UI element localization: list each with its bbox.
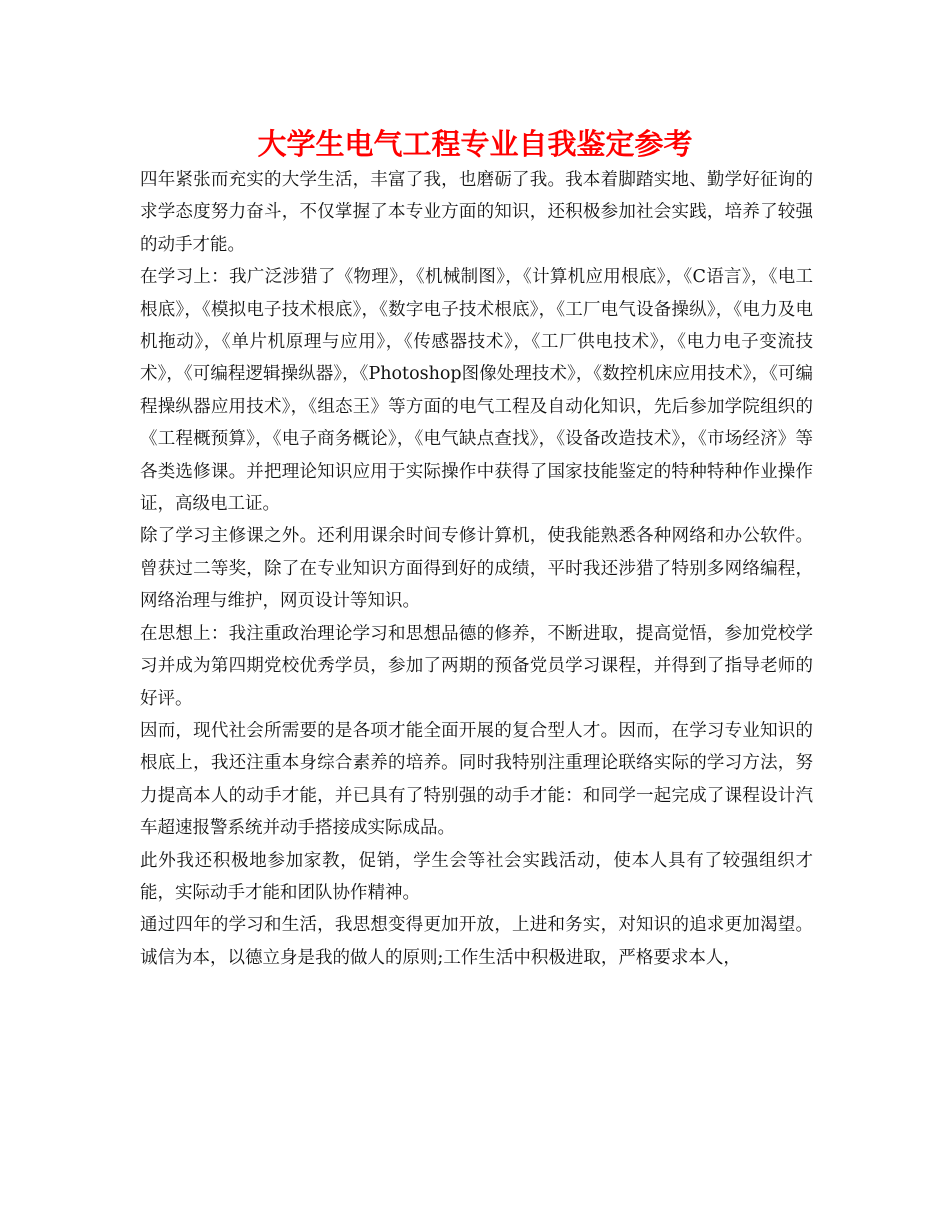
paragraph-intro: 四年紧张而充实的大学生活，丰富了我，也磨砺了我。我本着脚踏实地、勤学好征询的求学态度努力奋斗，不仅掌握了本专业方面的知识，还积极参加社会实践，培养了较强的动手才能。 (140, 170, 813, 255)
paragraph-computer: 除了学习主修课之外。还利用课余时间专修计算机，使我能熟悉各种网络和办公软件。曾获过二等奖，除了在专业知识方面得到好的成绩，平时我还涉猎了特别多网络编程，网络治理与维护，网页设计等知识。 (140, 526, 813, 612)
paragraph-practice: 此外我还积极地参加家教，促销，学生会等社会实践活动，使本人具有了较强组织才能，实际动手才能和团队协作精神。 (140, 850, 813, 903)
document-title: 大学生电气工程专业自我鉴定参考 (257, 127, 693, 161)
document-body (140, 164, 813, 974)
paragraph-ideology: 在思想上：我注重政治理论学习和思想品德的修养，不断进取，提高觉悟，参加党校学习并成为第四期党校优秀学员，参加了两期的预备党员学习课程，并得到了指导老师的好评。 (140, 623, 813, 709)
paragraph-conclusion: 通过四年的学习和生活，我思想变得更加开放，上进和务实，对知识的追求更加渴望。诚信为本，以德立身是我的做人的原则;工作生活中积极进取，严格要求本人， (140, 915, 813, 968)
paragraph-study: 在学习上：我广泛涉猎了《物理》，《机械制图》，《计算机应用根底》，《C语言》，《电工根底》，《模拟电子技术根底》，《数字电子技术根底》，《工厂电气设备操纵》，《电力及电机拖动》，《单片机原理与应用》，《传感器技术》，《工厂供电技术》，《电力电子变流技术》，《可编程逻辑操纵器》，《Photoshop图像处理技术》，《数控机床应用技术》，《可编程操纵器应用技术》，《组态王》等方面的电气工程及自动化知识，先后参加学院组织的《工程概预算》，《电子商务概论》，《电气缺点查找》，《设备改造技术》，《市场经济》等各类选修课。并把理论知识应用于实际操作中获得了国家技能鉴定的特种特种作业操作证，高级电工证。 (140, 267, 813, 515)
paragraph-abilities: 因而，现代社会所需要的是各项才能全面开展的复合型人才。因而，在学习专业知识的根底上，我还注重本身综合素养的培养。同时我特别注重理论联络实际的学习方法，努力提高本人的动手才能，并已具有了特别强的动手才能：和同学一起完成了课程设计汽车超速报警系统并动手搭接成实际成品。 (140, 720, 813, 839)
